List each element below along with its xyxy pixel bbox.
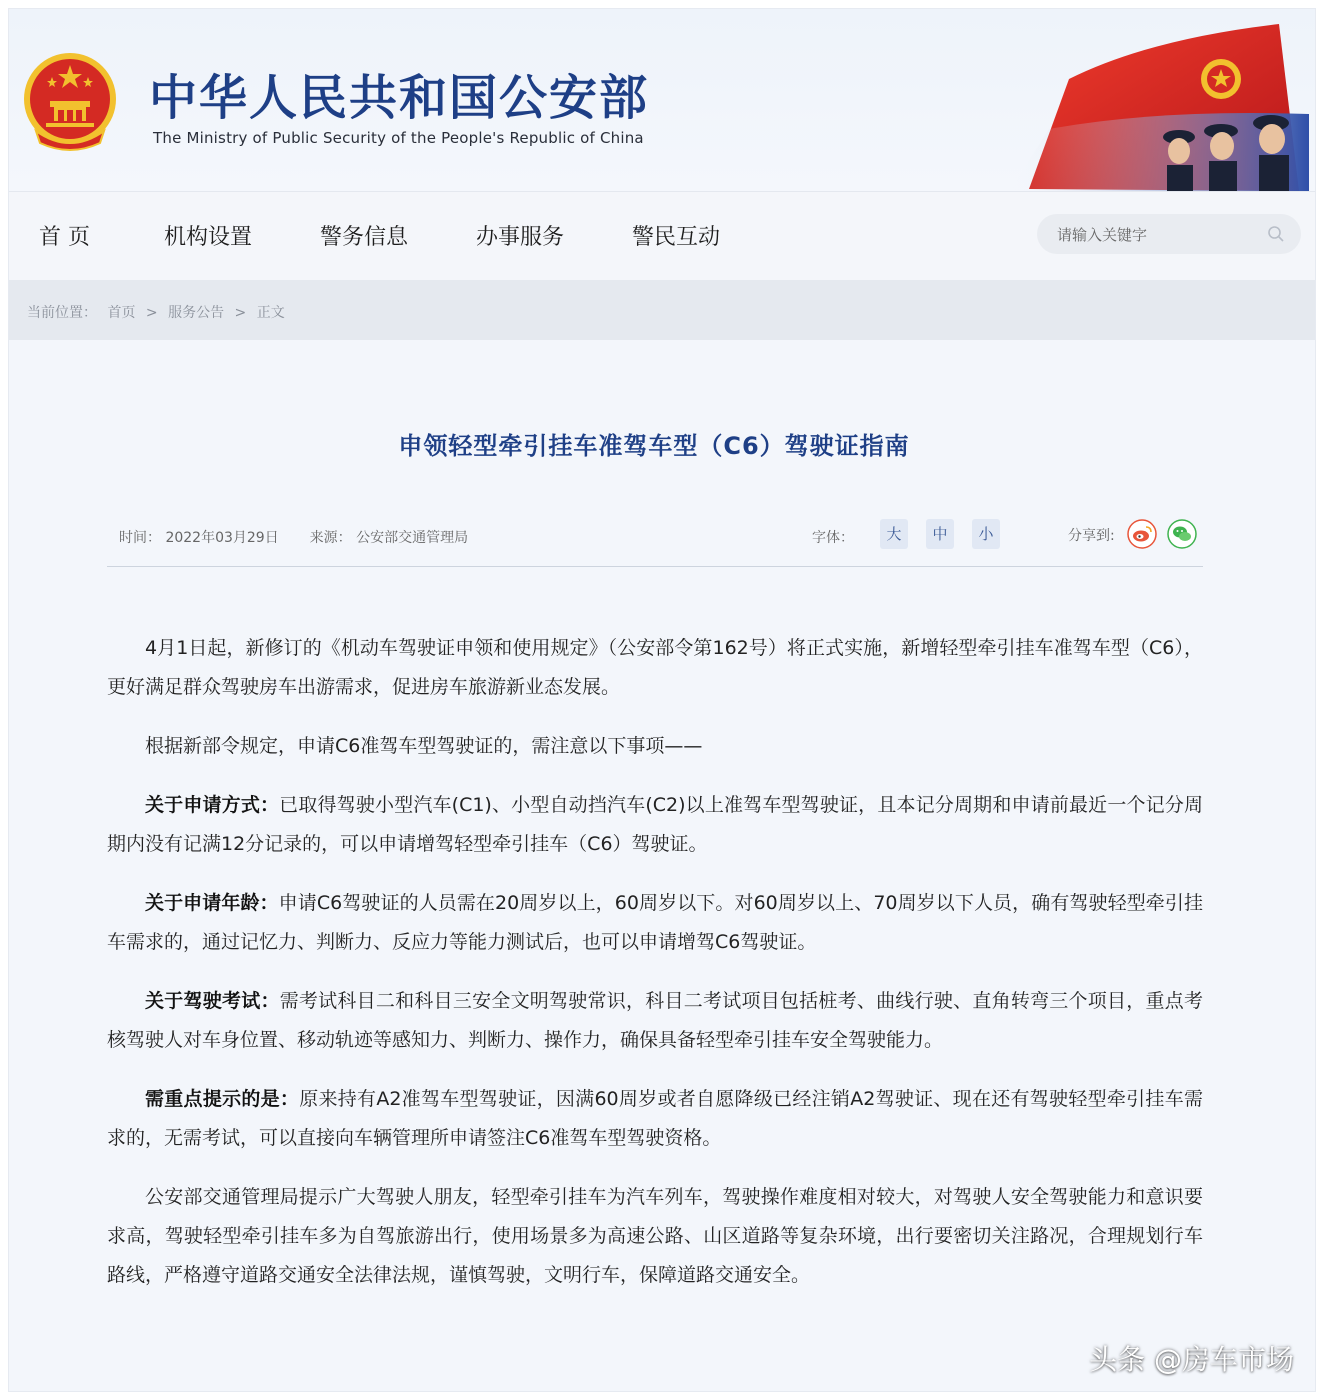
search-box: [1037, 214, 1301, 254]
paragraph-text: 公安部交通管理局提示广大驾驶人朋友，轻型牵引挂车为汽车列车，驾驶操作难度相对较大，对驾驶人安全驾驶能力和意识要求高，驾驶轻型牵引挂车多为自驾旅游出行，使用场景多为高速公路、山区道路等复杂环境，出行要密切关注路况，合理规划行车路线，严格遵守道路交通安全法律法规，谨慎驾驶，文明行车，保障道路交通安全。: [107, 1186, 1203, 1286]
article-meta: [119, 527, 468, 547]
font-size-small-button[interactable]: 小: [972, 519, 1000, 549]
site-subtitle: The Ministry of Public Security of the People's Republic of China: [153, 129, 644, 147]
paragraph-text: 已取得驾驶小型汽车(C1)、小型自动挡汽车(C2)以上准驾车型驾驶证，且本记分周期和申请前最近一个记分周期内没有记满12分记录的，可以申请增驾轻型牵引挂车（C6）驾驶证。: [107, 794, 1203, 855]
article-title: 申领轻型牵引挂车准驾车型（C6）驾驶证指南: [398, 432, 910, 460]
flag-police-banner-icon: [1009, 19, 1309, 191]
nav-organization[interactable]: 机构设置: [164, 225, 253, 250]
breadcrumb-separator: >: [145, 305, 158, 321]
meta-divider: [107, 566, 1203, 567]
breadcrumb-bar: [9, 280, 1315, 340]
paragraph: [107, 1080, 1203, 1158]
main-nav: [9, 191, 1315, 281]
paragraph-text: 原来持有A2准驾车型驾驶证，因满60周岁或者自愿降级已经注销A2驾驶证、现在还有驾驶轻型牵引挂车需求的，无需考试，可以直接向车辆管理所申请签注C6准驾车型驾驶资格。: [107, 1088, 1203, 1149]
paragraph-heading: 关于驾驶考试：: [145, 990, 280, 1012]
article-body: [107, 629, 1203, 1315]
paragraph: [107, 786, 1203, 864]
paragraph-text: 申请C6驾驶证的人员需在20周岁以上，60周岁以下。对60周岁以上、70周岁以下人员，确有驾驶轻型牵引挂车需求的，通过记忆力、判断力、反应力等能力测试后，也可以申请增驾C6驾驶证。: [107, 892, 1203, 953]
nav-services[interactable]: 办事服务: [476, 225, 565, 250]
paragraph-heading: 关于申请年龄：: [145, 892, 279, 914]
time-value: 2022年03月29日: [165, 530, 279, 546]
time-label: 时间：: [119, 530, 161, 546]
breadcrumb-home[interactable]: 首页: [107, 305, 136, 321]
page-frame: [8, 8, 1316, 1392]
paragraph-heading: 需重点提示的是：: [145, 1088, 300, 1110]
font-size-medium-button[interactable]: 中: [926, 519, 954, 549]
paragraph: [107, 1178, 1203, 1295]
paragraph-text: 根据新部令规定，申请C6准驾车型驾驶证的，需注意以下事项——: [145, 735, 703, 757]
paragraph: [107, 884, 1203, 962]
weibo-share-icon[interactable]: [1127, 519, 1157, 549]
nav-home[interactable]: 首 页: [39, 225, 90, 250]
wechat-share-icon[interactable]: [1167, 519, 1197, 549]
font-size-label: 字体：: [812, 530, 854, 546]
share-label: 分享到:: [1068, 528, 1115, 544]
paragraph: [107, 982, 1203, 1060]
paragraph-text: 4月1日起，新修订的《机动车驾驶证申领和使用规定》（公安部令第162号）将正式实施，新增轻型牵引挂车准驾车型（C6），更好满足群众驾驶房车出游需求，促进房车旅游新业态发展。: [107, 637, 1203, 698]
breadcrumb-prefix: 当前位置：: [27, 305, 97, 321]
paragraph: [107, 629, 1203, 707]
nav-interaction[interactable]: 警民互动: [632, 225, 721, 250]
national-emblem-icon[interactable]: [22, 51, 118, 155]
breadcrumb-separator: >: [234, 305, 247, 321]
paragraph: [107, 727, 1203, 766]
paragraph-heading: 关于申请方式：: [145, 794, 280, 816]
breadcrumb-notices[interactable]: 服务公告: [168, 305, 225, 321]
breadcrumb: [27, 302, 291, 322]
nav-police-info[interactable]: 警务信息: [320, 225, 409, 250]
font-size-large-button[interactable]: 大: [880, 519, 908, 549]
source-value: 公安部交通管理局: [356, 530, 469, 546]
breadcrumb-current: 正文: [256, 305, 285, 321]
search-input[interactable]: [1055, 214, 1259, 256]
search-icon[interactable]: [1267, 225, 1285, 243]
paragraph-text: 需考试科目二和科目三安全文明驾驶常识，科目二考试项目包括桩考、曲线行驶、直角转弯三个项目，重点考核驾驶人对车身位置、移动轨迹等感知力、判断力、操作力，确保具备轻型牵引挂车安全驾驶能力。: [107, 990, 1203, 1051]
site-title: 中华人民共和国公安部: [149, 70, 650, 126]
site-header: [9, 9, 1315, 191]
watermark: 头条 @房车市场: [1089, 1343, 1294, 1376]
source-label: 来源：: [309, 530, 352, 546]
